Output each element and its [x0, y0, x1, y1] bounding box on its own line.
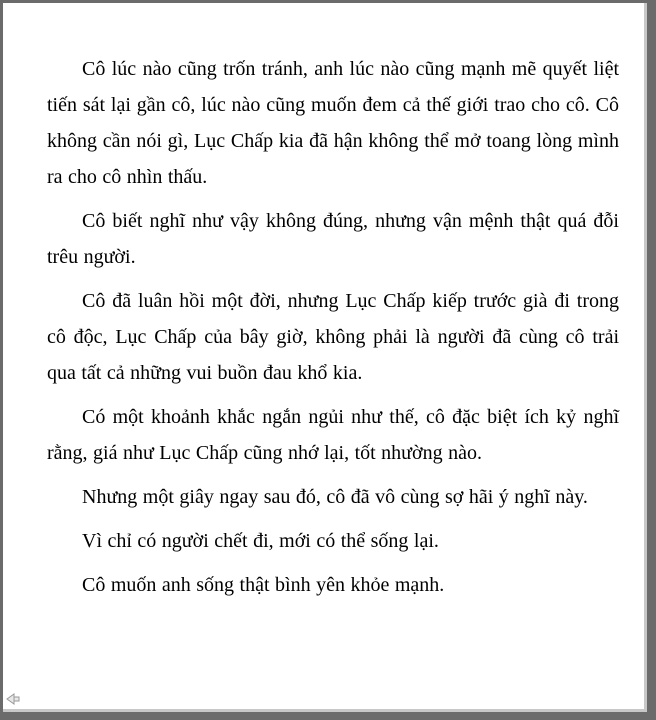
- paragraph-6: Vì chỉ có người chết đi, mới có thể sống lại.: [82, 530, 439, 552]
- paragraph-3: Cô đã luân hồi một đời, nhưng Lục Chấp kiếp trước già đi trong cô độc, Lục Chấp của bây giờ, không phải là người đã cùng cô trải qua tất cả những vui buồn đau khổ kia.: [47, 290, 619, 384]
- document-body: [47, 51, 619, 611]
- paragraph-2: Cô biết nghĩ như vậy không đúng, nhưng vận mệnh thật quá đỗi trêu người.: [47, 210, 619, 268]
- paragraph-1: Cô lúc nào cũng trốn tránh, anh lúc nào cũng mạnh mẽ quyết liệt tiến sát lại gần cô, lúc nào cũng muốn đem cả thế giới trao cho cô. Cô không cần nói gì, Lục Chấp kia đã hận không thể mở toang lòng mình ra cho cô nhìn thấu.: [47, 58, 619, 188]
- document-page: [3, 3, 647, 712]
- paragraph-5: Nhưng một giây ngay sau đó, cô đã vô cùng sợ hãi ý nghĩ này.: [82, 486, 588, 508]
- paragraph-4: Có một khoảnh khắc ngắn ngủi như thế, cô đặc biệt ích kỷ nghĩ rằng, giá như Lục Chấp cũng nhớ lại, tốt nhường nào.: [47, 406, 619, 464]
- left-arrow-icon[interactable]: [6, 693, 20, 705]
- paragraph-7: Cô muốn anh sống thật bình yên khỏe mạnh.: [82, 574, 445, 596]
